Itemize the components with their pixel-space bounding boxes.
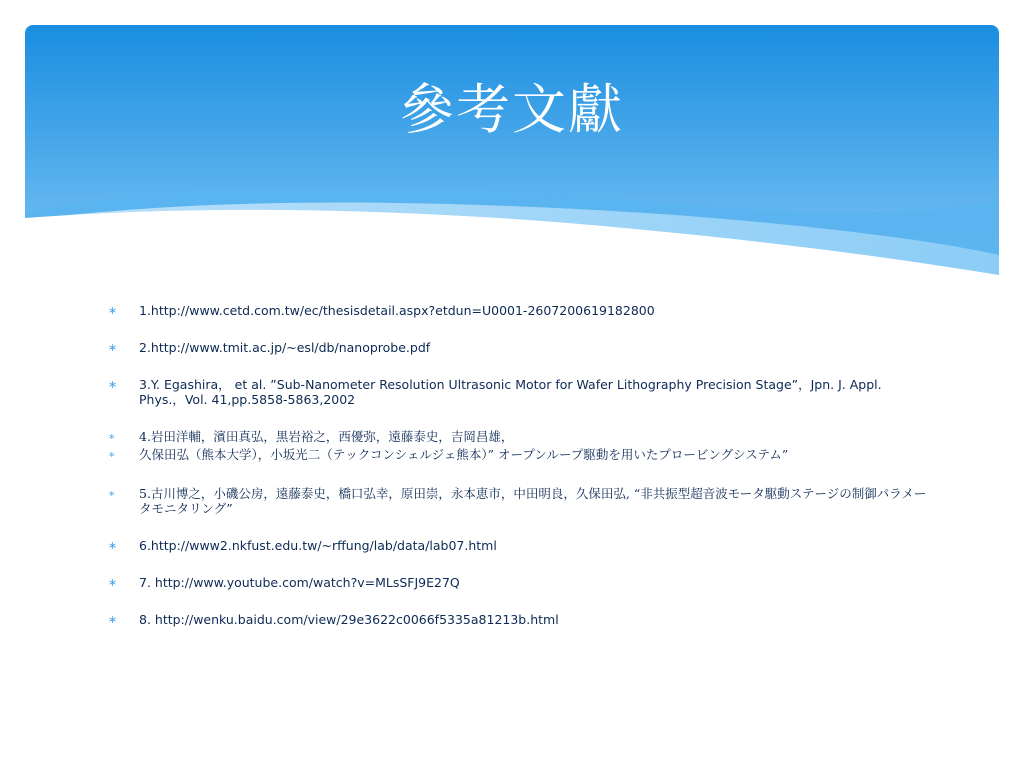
asterisk-icon: ∗ (108, 448, 116, 461)
reference-text: 4.岩田洋輔，濱田真弘，黒岩裕之，西優弥，遠藤泰史，吉岡昌雄， (139, 429, 514, 444)
asterisk-icon: ∗ (108, 341, 118, 354)
header-banner (25, 25, 999, 275)
reference-text: 8. http://wenku.baidu.com/view/29e3622c0066f5335a81213b.html (139, 612, 559, 627)
reference-item (108, 612, 928, 627)
asterisk-icon: ∗ (108, 304, 118, 317)
reference-text: 7. http://www.youtube.com/watch?v=MLsSFJ9E27Q (139, 575, 460, 590)
reference-text: 3.Y. Egashira， et al. ”Sub-Nanometer Resolution Ultrasonic Motor for Wafer Lithography Precision Stage”，Jpn. J. Appl. Phys.，Vol. 41,pp.5858-5863,2002 (139, 377, 882, 407)
reference-item (108, 377, 928, 407)
reference-item (108, 340, 928, 355)
reference-text: 5.古川博之，小磯公房，遠藤泰史，橋口弘幸，原田崇，永本恵市，中田明良，久保田弘, “非共振型超音波モータ駆動ステージの制御パラメータモニタリング” (139, 486, 927, 516)
reference-item (108, 486, 928, 516)
reference-item (108, 538, 928, 553)
asterisk-icon: ∗ (108, 487, 116, 500)
reference-text: 6.http://www2.nkfust.edu.tw/~rffung/lab/data/lab07.html (139, 538, 497, 553)
reference-item (108, 447, 928, 462)
banner-background (25, 25, 999, 275)
asterisk-icon: ∗ (108, 613, 118, 626)
asterisk-icon: ∗ (108, 576, 118, 589)
slide-title: 參考文獻 (400, 78, 624, 141)
reference-item (108, 429, 928, 444)
references-list (108, 303, 928, 627)
reference-item (108, 303, 928, 318)
asterisk-icon: ∗ (108, 378, 118, 391)
reference-text: 1.http://www.cetd.com.tw/ec/thesisdetail.aspx?etdun=U0001-2607200619182800 (139, 303, 655, 318)
reference-text: 2.http://www.tmit.ac.jp/~esl/db/nanoprobe.pdf (139, 340, 431, 355)
reference-text: 久保田弘（熊本大学），小坂光二（テックコンシェルジェ熊本）” オープンループ駆動を用いたプロービングシステム” (139, 447, 789, 462)
asterisk-icon: ∗ (108, 539, 118, 552)
asterisk-icon: ∗ (108, 430, 116, 443)
reference-item (108, 575, 928, 590)
